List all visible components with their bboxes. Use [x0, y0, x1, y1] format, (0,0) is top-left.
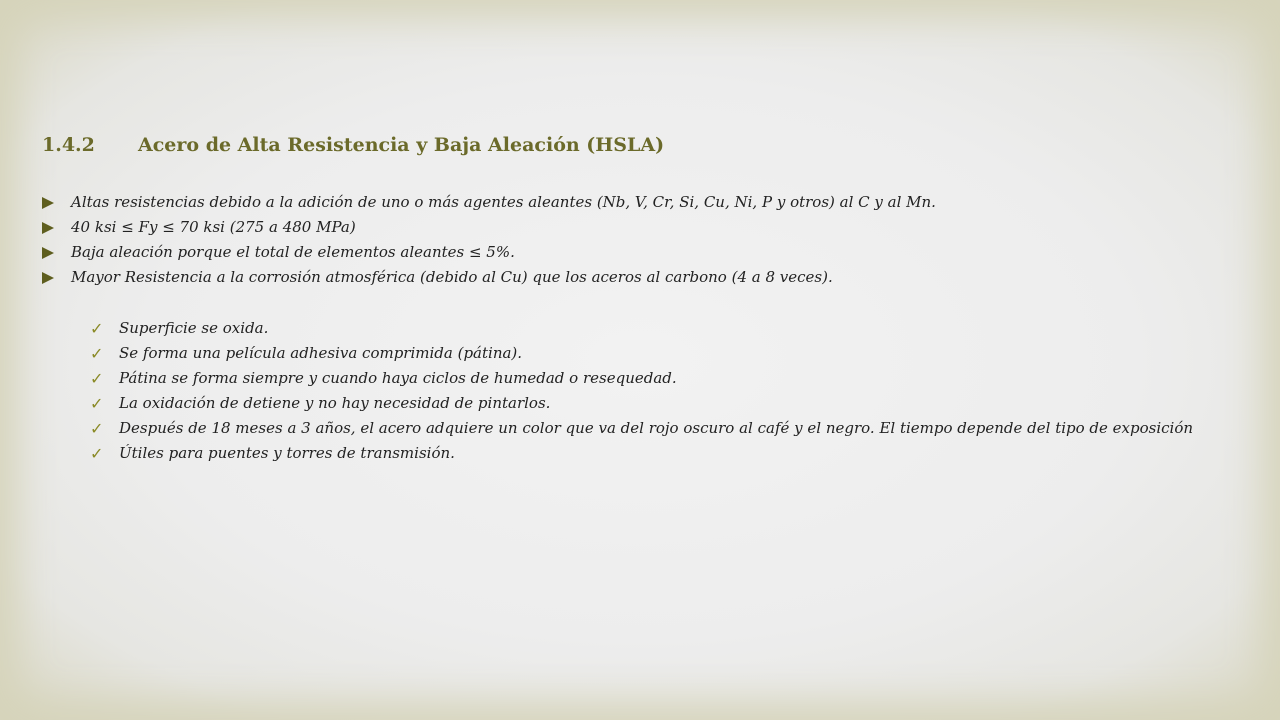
arrow-bullet-list [42, 190, 1242, 290]
checkmark-icon: ✓ [90, 394, 104, 413]
bullet-item [42, 240, 1242, 265]
check-text: Superficie se oxida. [119, 319, 269, 337]
bullet-text: Baja aleación porque el total de elementos aleantes ≤ 5%. [71, 243, 515, 261]
arrow-bullet-icon [42, 222, 54, 234]
bullet-item [42, 265, 1242, 290]
arrow-bullet-icon [42, 272, 54, 284]
check-item [90, 441, 1230, 466]
check-text: La oxidación de detiene y no hay necesidad de pintarlos. [119, 394, 551, 412]
checkmark-icon: ✓ [90, 319, 104, 338]
check-item [90, 416, 1230, 441]
bullet-item [42, 215, 1242, 240]
arrow-bullet-icon [42, 247, 54, 259]
section-heading [42, 134, 664, 156]
checkmark-icon: ✓ [90, 419, 104, 438]
check-text: Después de 18 meses a 3 años, el acero adquiere un color que va del rojo oscuro al café y el negro. El tiempo depende del tipo de exposición [119, 419, 1194, 437]
section-title: Acero de Alta Resistencia y Baja Aleación (HSLA) [138, 134, 665, 156]
check-text: Pátina se forma siempre y cuando haya ciclos de humedad o resequedad. [119, 369, 677, 387]
check-text: Se forma una película adhesiva comprimida (pátina). [119, 344, 523, 362]
bullet-item [42, 190, 1242, 215]
arrow-bullet-icon [42, 197, 54, 209]
bullet-text: 40 ksi ≤ Fy ≤ 70 ksi (275 a 480 MPa) [71, 218, 356, 236]
checkmark-icon: ✓ [90, 369, 104, 388]
check-item [90, 316, 1230, 341]
section-number: 1.4.2 [42, 134, 95, 156]
checkmark-icon: ✓ [90, 444, 104, 463]
bullet-text: Mayor Resistencia a la corrosión atmosférica (debido al Cu) que los aceros al carbono (4 a 8 veces). [71, 268, 833, 286]
check-item [90, 391, 1230, 416]
check-text: Útiles para puentes y torres de transmisión. [119, 444, 455, 462]
check-item [90, 366, 1230, 391]
check-item [90, 341, 1230, 366]
bullet-text: Altas resistencias debido a la adición de uno o más agentes aleantes (Nb, V, Cr, Si, Cu, Ni, P y otros) al C y al Mn. [71, 193, 936, 211]
checkmark-icon: ✓ [90, 344, 104, 363]
checkmark-list [90, 316, 1230, 466]
